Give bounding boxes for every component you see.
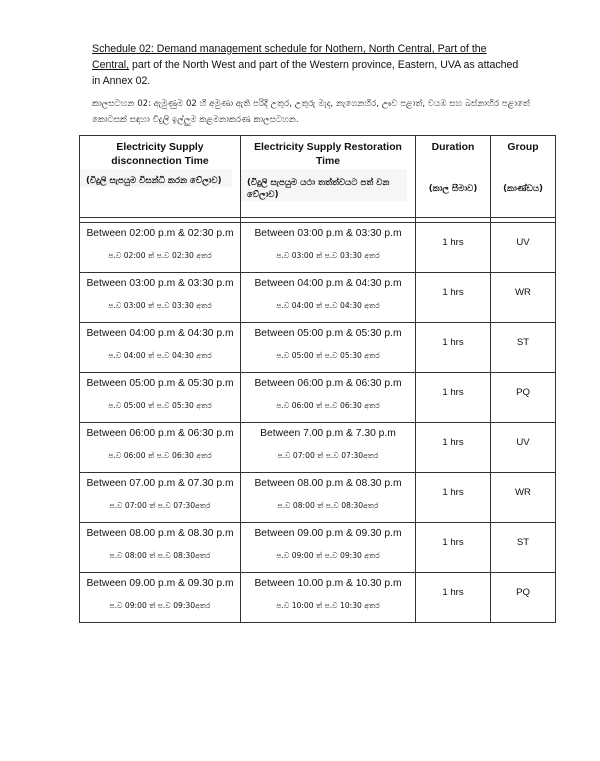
cell-group	[491, 423, 556, 473]
cell-restoration	[241, 373, 416, 423]
group-value: ST	[516, 337, 530, 348]
restoration-si: ප.ව 09:00 ත් ප.ව 09:30 අතර	[276, 551, 380, 560]
restoration-en: Between 09.00 p.m & 09.30 p.m	[254, 528, 402, 539]
table-row	[80, 373, 556, 423]
disconnection-si: ප.ව 03:00 ත් ප.ව 03:30 අතර	[108, 301, 212, 310]
header-duration	[416, 136, 491, 218]
disconnection-en: Between 07.00 p.m & 07.30 p.m	[86, 478, 234, 489]
cell-disconnection	[80, 223, 241, 273]
header-duration-si: (කාල සීමාව)	[428, 184, 478, 194]
restoration-en: Between 03:00 p.m & 03:30 p.m	[254, 228, 402, 239]
cell-duration	[416, 323, 491, 373]
table-row	[80, 223, 556, 273]
schedule-table	[79, 135, 556, 623]
duration-value: 1 hrs	[442, 537, 464, 548]
disconnection-si: ප.ව 04:00 ත් ප.ව 04:30 අතර	[108, 351, 212, 360]
cell-group	[491, 323, 556, 373]
cell-disconnection	[80, 323, 241, 373]
duration-value: 1 hrs	[442, 587, 464, 598]
restoration-si: ප.ව 10:00 ත් ප.ව 10:30 අතර	[276, 601, 380, 610]
cell-restoration	[241, 573, 416, 623]
cell-disconnection	[80, 373, 241, 423]
disconnection-si: ප.ව 09:00 ත් ප.ව 09:30අතර	[109, 601, 211, 610]
disconnection-en: Between 09.00 p.m & 09.30 p.m	[86, 578, 234, 589]
cell-group	[491, 523, 556, 573]
cell-duration	[416, 573, 491, 623]
group-value: WR	[515, 487, 531, 498]
disconnection-en: Between 03:00 p.m & 03:30 p.m	[86, 278, 234, 289]
header-group-en: Group	[507, 142, 539, 153]
table-row	[80, 523, 556, 573]
disconnection-si: ප.ව 02:00 ත් ප.ව 02:30 අතර	[108, 251, 212, 260]
cell-duration	[416, 373, 491, 423]
cell-duration	[416, 423, 491, 473]
cell-restoration	[241, 273, 416, 323]
duration-value: 1 hrs	[442, 287, 464, 298]
cell-restoration	[241, 423, 416, 473]
group-value: UV	[516, 237, 530, 248]
schedule-heading-underlined: : Demand management schedule for Nothern, North Central, Part of the Central,	[92, 43, 487, 71]
schedule-heading-sinhala: කාලසටහන 02: ඇමුණුම 02 හි අමුණා ඇති පරිදි උතුර, උතුරු මැද, නැගෙනහිර, ඌව පළාත්, වයඹ සහ බස්නාහිර පළාතේ කොටසක් සඳහා විදුලි ඉල්ලුම කළමනාකරණ කාලසටහන.	[92, 99, 530, 125]
restoration-si: ප.ව 07:00 ත් ප.ව 07:30අතර	[277, 451, 379, 460]
group-value: PQ	[516, 387, 530, 398]
schedule-heading	[92, 41, 522, 89]
restoration-si: ප.ව 05:00 ත් ප.ව 05:30 අතර	[276, 351, 380, 360]
restoration-si: ප.ව 08:00 ත් ප.ව 08:30අතර	[277, 501, 379, 510]
cell-duration	[416, 473, 491, 523]
restoration-si: ප.ව 06:00 ත් ප.ව 06:30 අතර	[276, 401, 380, 410]
header-restoration-si: (විදුලි සැපයුම යථා තත්ත්වයට පත් වන වේලාව)	[241, 169, 407, 201]
header-disconnection-en: Electricity Supply disconnection Time	[111, 142, 209, 167]
header-disconnection-si: (විදුලි සැපයුම විසන්ධි කරන වේලාව)	[80, 169, 232, 187]
header-restoration-time	[241, 136, 416, 218]
duration-value: 1 hrs	[442, 237, 464, 248]
cell-duration	[416, 523, 491, 573]
disconnection-si: ප.ව 07:00 ත් ප.ව 07:30අතර	[109, 501, 211, 510]
restoration-si: ප.ව 04:00 ත් ප.ව 04:30 අතර	[276, 301, 380, 310]
disconnection-en: Between 06:00 p.m & 06:30 p.m	[86, 428, 234, 439]
table-header-row	[80, 136, 556, 218]
duration-value: 1 hrs	[442, 387, 464, 398]
cell-disconnection	[80, 573, 241, 623]
header-restoration-en: Electricity Supply Restoration Time	[254, 142, 402, 167]
cell-group	[491, 373, 556, 423]
disconnection-en: Between 05:00 p.m & 05:30 p.m	[86, 378, 234, 389]
header-group-si: (කාණ්ඩය)	[503, 184, 543, 194]
cell-disconnection	[80, 423, 241, 473]
table-row	[80, 473, 556, 523]
cell-group	[491, 223, 556, 273]
cell-restoration	[241, 223, 416, 273]
restoration-en: Between 08.00 p.m & 08.30 p.m	[254, 478, 402, 489]
cell-disconnection	[80, 473, 241, 523]
table-row	[80, 573, 556, 623]
cell-restoration	[241, 523, 416, 573]
cell-disconnection	[80, 523, 241, 573]
schedule-heading-prefix: Schedule 02	[92, 43, 151, 55]
cell-disconnection	[80, 273, 241, 323]
header-group	[491, 136, 556, 218]
header-duration-en: Duration	[431, 142, 475, 153]
duration-value: 1 hrs	[442, 487, 464, 498]
disconnection-si: ප.ව 06:00 ත් ප.ව 06:30 අතර	[108, 451, 212, 460]
restoration-en: Between 06:00 p.m & 06:30 p.m	[254, 378, 402, 389]
table-row	[80, 423, 556, 473]
group-value: UV	[516, 437, 530, 448]
cell-group	[491, 273, 556, 323]
restoration-en: Between 7.00 p.m & 7.30 p.m	[260, 428, 396, 439]
restoration-si: ප.ව 03:00 ත් ප.ව 03:30 අතර	[276, 251, 380, 260]
duration-value: 1 hrs	[442, 337, 464, 348]
schedule-heading-line2: part of the North West and part of the Western province, Eastern, UVA as attached in Annex 02.	[92, 59, 519, 87]
cell-group	[491, 473, 556, 523]
disconnection-en: Between 04:00 p.m & 04:30 p.m	[86, 328, 234, 339]
cell-duration	[416, 223, 491, 273]
disconnection-en: Between 02:00 p.m & 02:30 p.m	[86, 228, 234, 239]
cell-restoration	[241, 473, 416, 523]
disconnection-si: ප.ව 08:00 ත් ප.ව 08:30අතර	[109, 551, 211, 560]
disconnection-en: Between 08.00 p.m & 08.30 p.m	[86, 528, 234, 539]
cell-restoration	[241, 323, 416, 373]
disconnection-si: ප.ව 05:00 ත් ප.ව 05:30 අතර	[108, 401, 212, 410]
group-value: PQ	[516, 587, 530, 598]
restoration-en: Between 10.00 p.m & 10.30 p.m	[254, 578, 402, 589]
cell-duration	[416, 273, 491, 323]
table-row	[80, 273, 556, 323]
restoration-en: Between 05:00 p.m & 05:30 p.m	[254, 328, 402, 339]
group-value: WR	[515, 287, 531, 298]
table-row	[80, 323, 556, 373]
group-value: ST	[516, 537, 530, 548]
header-disconnection-time	[80, 136, 241, 218]
restoration-en: Between 04:00 p.m & 04:30 p.m	[254, 278, 402, 289]
duration-value: 1 hrs	[442, 437, 464, 448]
cell-group	[491, 573, 556, 623]
